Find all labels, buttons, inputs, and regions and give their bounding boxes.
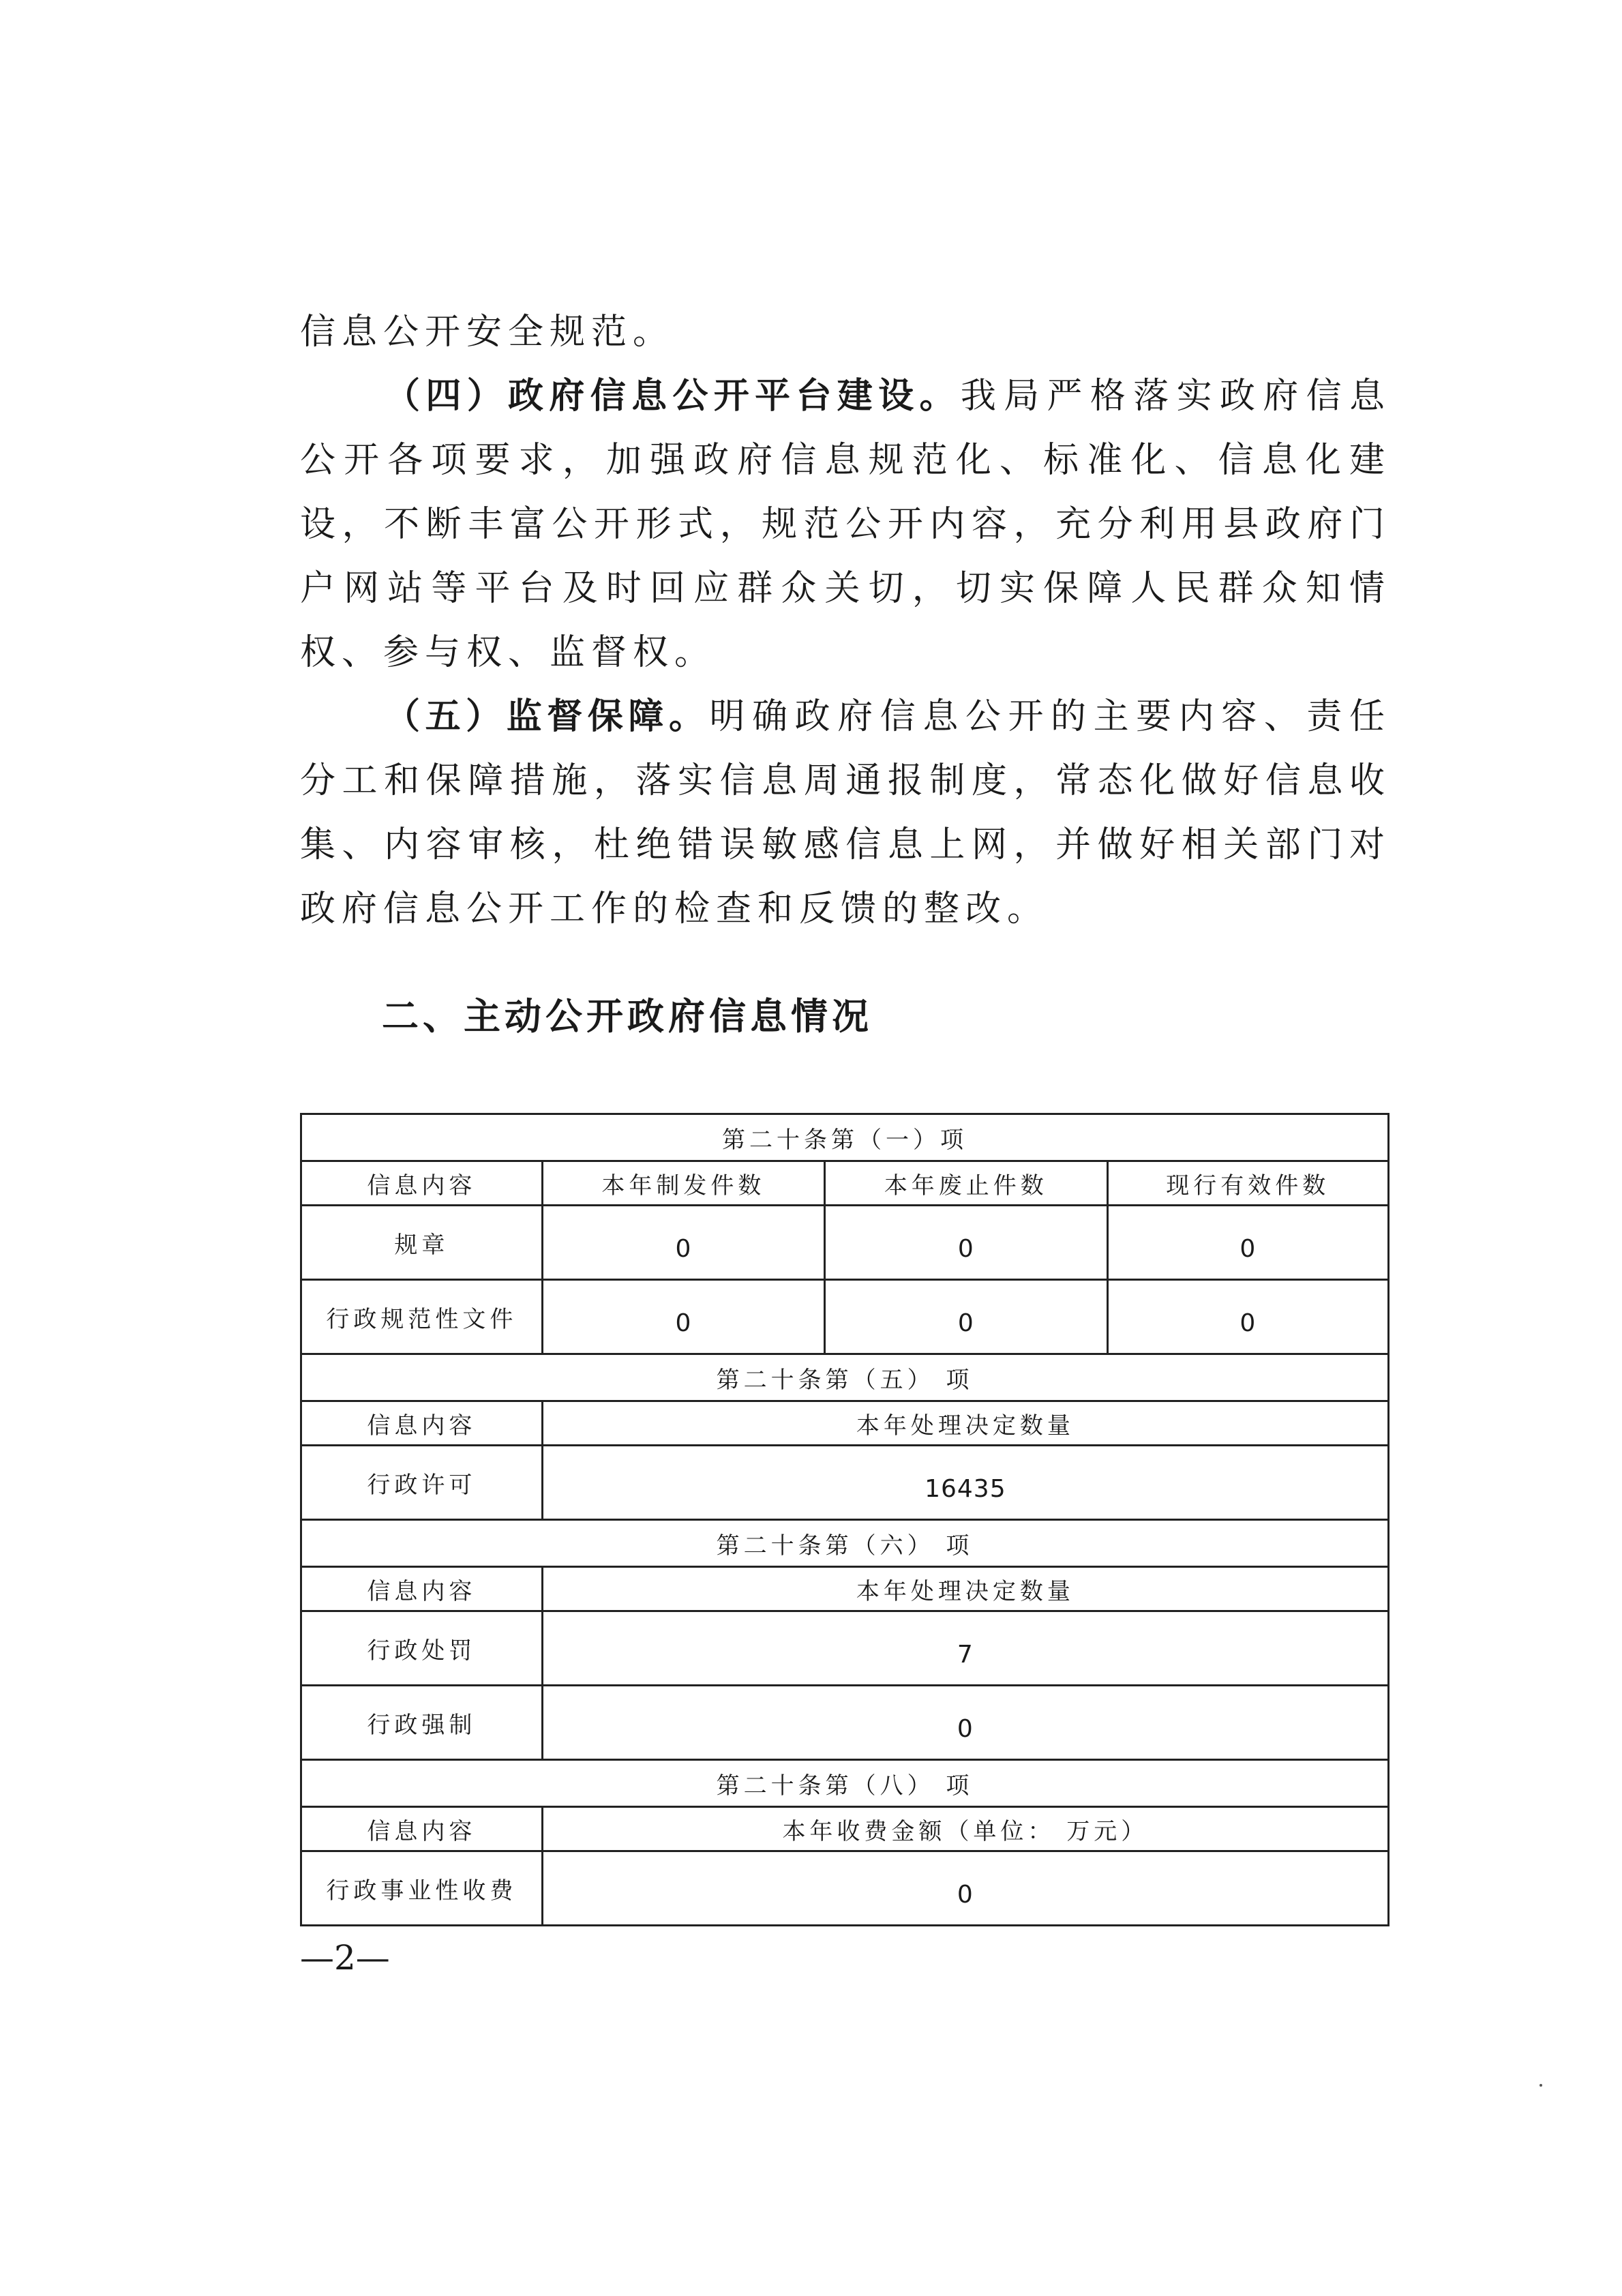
cell-issued: 0	[542, 1206, 824, 1280]
section-title: 第二十条第（五） 项	[301, 1354, 1389, 1401]
row-label: 行政事业性收费	[301, 1851, 543, 1926]
table-row	[301, 1611, 1389, 1686]
cell-value: 7	[542, 1611, 1388, 1686]
row-label: 行政强制	[301, 1686, 543, 1760]
section-heading: 二、主动公开政府信息情况	[382, 995, 873, 1038]
cell-value: 0	[542, 1686, 1388, 1760]
cell-value: 16435	[542, 1446, 1388, 1520]
cell-valid: 0	[1107, 1280, 1388, 1354]
column-header-issued: 本年制发件数	[542, 1161, 824, 1206]
column-header-info: 信息内容	[301, 1161, 543, 1206]
column-header-info: 信息内容	[301, 1401, 543, 1446]
table-row	[301, 1206, 1389, 1280]
table-row	[301, 1446, 1389, 1520]
header-row	[301, 1807, 1389, 1851]
paragraph-supervision	[300, 685, 1391, 941]
row-label: 行政处罚	[301, 1611, 543, 1686]
header-row	[301, 1401, 1389, 1446]
disclosure-table	[300, 1113, 1390, 1926]
table-row	[301, 1851, 1389, 1926]
column-header-value: 本年收费金额（单位： 万元）	[542, 1807, 1388, 1851]
scan-speck	[1540, 2084, 1542, 2087]
column-header-value: 本年处理决定数量	[542, 1401, 1388, 1446]
section-title-row	[301, 1354, 1389, 1401]
cell-valid: 0	[1107, 1206, 1388, 1280]
cell-value: 0	[542, 1851, 1388, 1926]
header-row	[301, 1567, 1389, 1611]
column-header-info: 信息内容	[301, 1567, 543, 1611]
row-label: 规章	[301, 1206, 543, 1280]
column-header-value: 本年处理决定数量	[542, 1567, 1388, 1611]
section-title-row	[301, 1520, 1389, 1567]
paragraph-platform-title: （四）政府信息公开平台建设。	[385, 376, 961, 417]
row-label: 行政规范性文件	[301, 1280, 543, 1354]
paragraph-supervision-title: （五）监督保障。	[385, 696, 710, 737]
paragraph-supervision-body: 明确政府信息公开的主要内容、责任分工和保障措施，落实信息周通报制度，常态化做好信息收集、内容审核，杜绝错误敏感信息上网，并做好相关部门对政府信息公开工作的检查和反馈的整改。	[300, 696, 1391, 929]
section-title-row	[301, 1760, 1389, 1807]
header-row	[301, 1161, 1389, 1206]
cell-abolished: 0	[825, 1280, 1107, 1354]
cell-issued: 0	[542, 1280, 824, 1354]
cell-abolished: 0	[825, 1206, 1107, 1280]
table-row	[301, 1280, 1389, 1354]
section-title: 第二十条第（六） 项	[301, 1520, 1389, 1567]
table-row	[301, 1686, 1389, 1760]
column-header-info: 信息内容	[301, 1807, 543, 1851]
page-number: —2—	[300, 1938, 390, 1978]
section-title: 第二十条第（一）项	[301, 1114, 1389, 1161]
paragraph-1: 信息公开安全规范。	[300, 312, 675, 353]
paragraph-platform-body: 我局严格落实政府信息公开各项要求，加强政府信息规范化、标准化、信息化建设，不断丰富公开形式，规范公开内容，充分利用县政府门户网站等平台及时回应群众关切，切实保障人民群众知情权、参与权、监督权。	[300, 376, 1391, 673]
column-header-valid: 现行有效件数	[1107, 1161, 1388, 1206]
paragraph-platform	[300, 364, 1391, 685]
section-title-row	[301, 1114, 1389, 1161]
body-text	[300, 300, 1391, 941]
section-title: 第二十条第（八） 项	[301, 1760, 1389, 1807]
column-header-abolished: 本年废止件数	[825, 1161, 1107, 1206]
row-label: 行政许可	[301, 1446, 543, 1520]
